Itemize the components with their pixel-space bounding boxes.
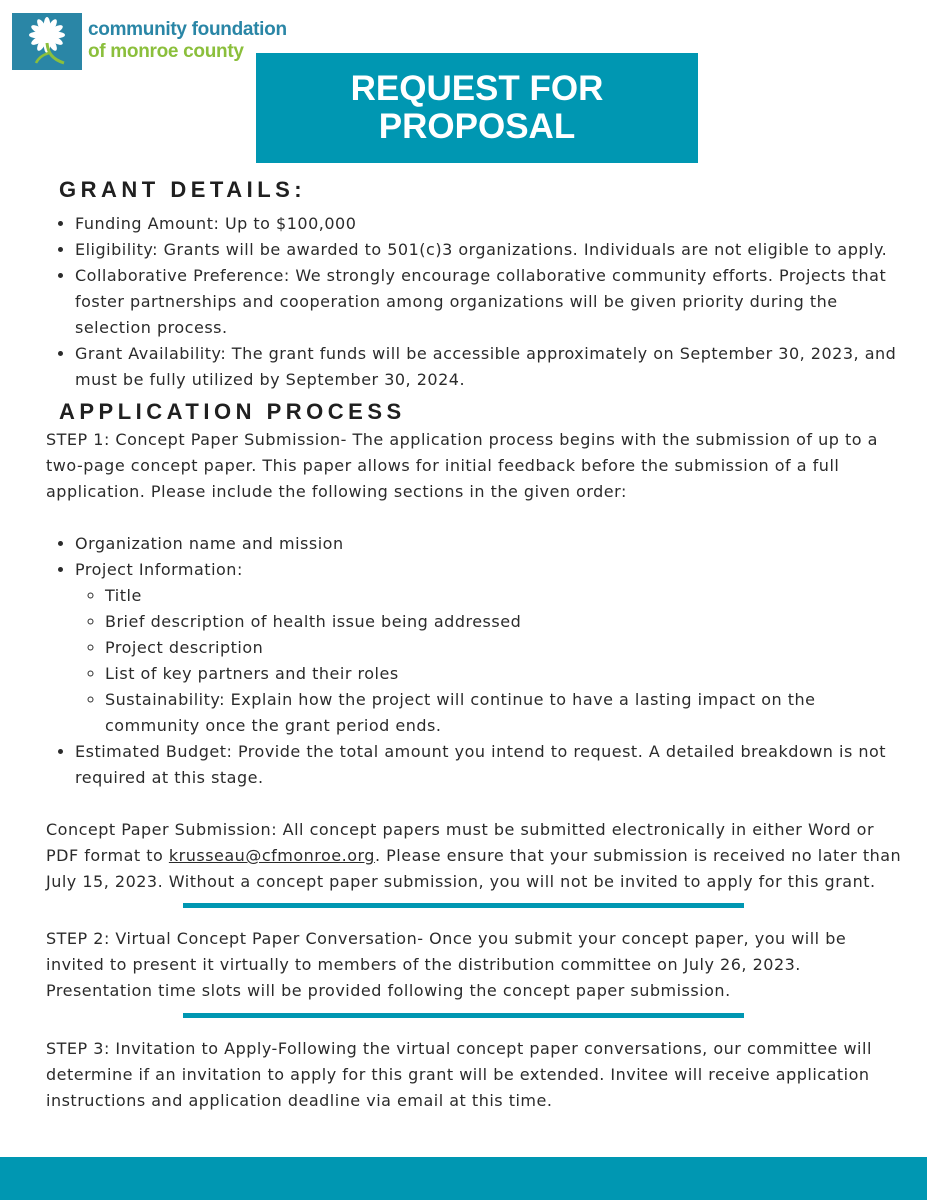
- list-item: • Collaborative Preference: We strongly encourage collaborative community efforts. Projects that foster partnerships and cooperation among organizations will be given priority during the selection process.: [75, 263, 908, 341]
- sub-list-item: ◦ Brief description of health issue being addressed: [105, 609, 908, 635]
- submission-text-before: Concept Paper Submission: All concept papers must be submitted electronically in either Word or PDF format to: [46, 820, 875, 865]
- grant-details-list: [46, 211, 908, 393]
- sub-list-item: ◦ Title: [105, 583, 908, 609]
- step1-sections-list: [46, 531, 908, 791]
- application-process-heading: APPLICATION PROCESS: [59, 399, 406, 424]
- section-divider: [183, 1013, 744, 1018]
- flower-logo-icon: [12, 13, 82, 70]
- grant-details-heading: GRANT DETAILS:: [59, 177, 307, 202]
- rfp-title-banner: REQUEST FOR PROPOSAL: [256, 53, 698, 163]
- list-item: • Estimated Budget: Provide the total amount you intend to request. A detailed breakdown is not required at this stage.: [75, 739, 908, 791]
- logo-line-1: community foundation: [88, 19, 287, 40]
- step2-paragraph: STEP 2: Virtual Concept Paper Conversation- Once you submit your concept paper, you will be invited to present it virtually to members of the distribution committee on July 26, 2023. Presentation time slots will be provided following the concept paper submission.: [46, 929, 847, 1000]
- submission-text-after: . Please ensure that your submission is received no later than July 15, 2023. Without a concept paper submission, you will not be invited to apply for this grant.: [46, 846, 902, 891]
- list-item: • Eligibility: Grants will be awarded to 501(c)3 organizations. Individuals are not eligible to apply.: [75, 237, 908, 263]
- spacer: [46, 791, 908, 817]
- foundation-logo: [12, 13, 290, 70]
- project-info-sublist: [75, 583, 908, 739]
- document-body: [46, 172, 908, 1114]
- email-link[interactable]: krusseau@cfmonroe.org: [168, 846, 375, 865]
- logo-line-2: of monroe county: [88, 41, 244, 62]
- list-item: [75, 557, 908, 739]
- list-item: • Organization name and mission: [75, 531, 908, 557]
- project-info-label: Project Information:: [75, 560, 243, 579]
- list-item: • Funding Amount: Up to $100,000: [75, 211, 908, 237]
- sub-list-item: ◦ Project description: [105, 635, 908, 661]
- section-divider: [183, 903, 744, 908]
- step3-paragraph: STEP 3: Invitation to Apply-Following the virtual concept paper conversations, our committee will determine if an invitation to apply for this grant will be extended. Invitee will receive application instructions and application deadline via email at this time.: [46, 1039, 872, 1110]
- step1-intro: STEP 1: Concept Paper Submission- The application process begins with the submission of up to a two-page concept paper. This paper allows for initial feedback before the submission of a full application. Please include the following sections in the given order:: [46, 430, 878, 501]
- sub-list-item: ◦ List of key partners and their roles: [105, 661, 908, 687]
- spacer: [46, 505, 908, 531]
- sub-list-item: ◦ Sustainability: Explain how the project will continue to have a lasting impact on the community once the grant period ends.: [105, 687, 908, 739]
- footer-bar: [0, 1157, 927, 1200]
- list-item: • Grant Availability: The grant funds will be accessible approximately on September 30, 2023, and must be fully utilized by September 30, 2024.: [75, 341, 908, 393]
- submission-paragraph: [46, 817, 908, 895]
